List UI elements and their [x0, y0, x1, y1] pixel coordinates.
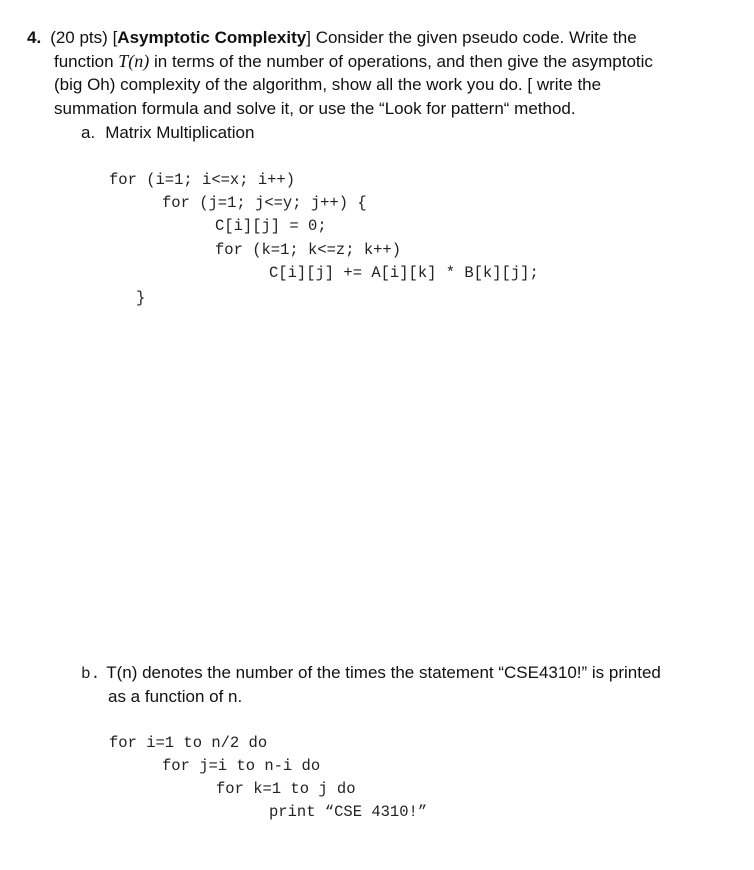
function-symbol: T(n): [118, 51, 150, 71]
part-a-label: a.: [81, 123, 96, 142]
question-line-3: (big Oh) complexity of the algorithm, show all the work you do. [ write the: [54, 75, 602, 94]
code-b-line-3: for k=1 to j do: [216, 780, 356, 798]
part-b-line-2: as a function of n.: [108, 687, 243, 706]
code-a-line-3: C[i][j] = 0;: [215, 217, 327, 235]
question-number: 4.: [27, 28, 42, 47]
code-b-line-2: for j=i to n-i do: [162, 757, 321, 775]
question-line-4: summation formula and solve it, or use the “Look for pattern“ method.: [54, 99, 576, 118]
code-b-line-4: print “CSE 4310!”: [269, 803, 428, 821]
part-b-label: b.: [81, 665, 101, 683]
part-a-title: Matrix Multiplication: [105, 123, 255, 142]
question-topic: Asymptotic Complexity: [117, 28, 307, 47]
question-line-2: function T(n) in terms of the number of operations, and then give the asymptotic: [54, 51, 653, 71]
code-a-line-2: for (j=1; j<=y; j++) {: [162, 194, 367, 212]
question-text-1: Consider the given pseudo code. Write the: [310, 28, 637, 47]
code-a-line-5: C[i][j] += A[i][k] * B[k][j];: [269, 264, 539, 282]
question-points: (20 pts): [50, 28, 108, 47]
part-b-text-1: T(n) denotes the number of the times the statement “CSE4310!” is printed: [106, 663, 661, 682]
code-a-line-6: }: [136, 289, 146, 307]
code-a-line-4: for (k=1; k<=z; k++): [215, 241, 402, 259]
question-line-1: 4. (20 pts) [Asymptotic Complexity] Consider the given pseudo code. Write the: [27, 28, 637, 47]
code-b-line-1: for i=1 to n/2 do: [109, 734, 268, 752]
part-b-line-1: [81, 661, 661, 685]
code-a-line-1: for (i=1; i<=x; i++): [109, 171, 296, 189]
part-a-heading: [81, 121, 254, 145]
